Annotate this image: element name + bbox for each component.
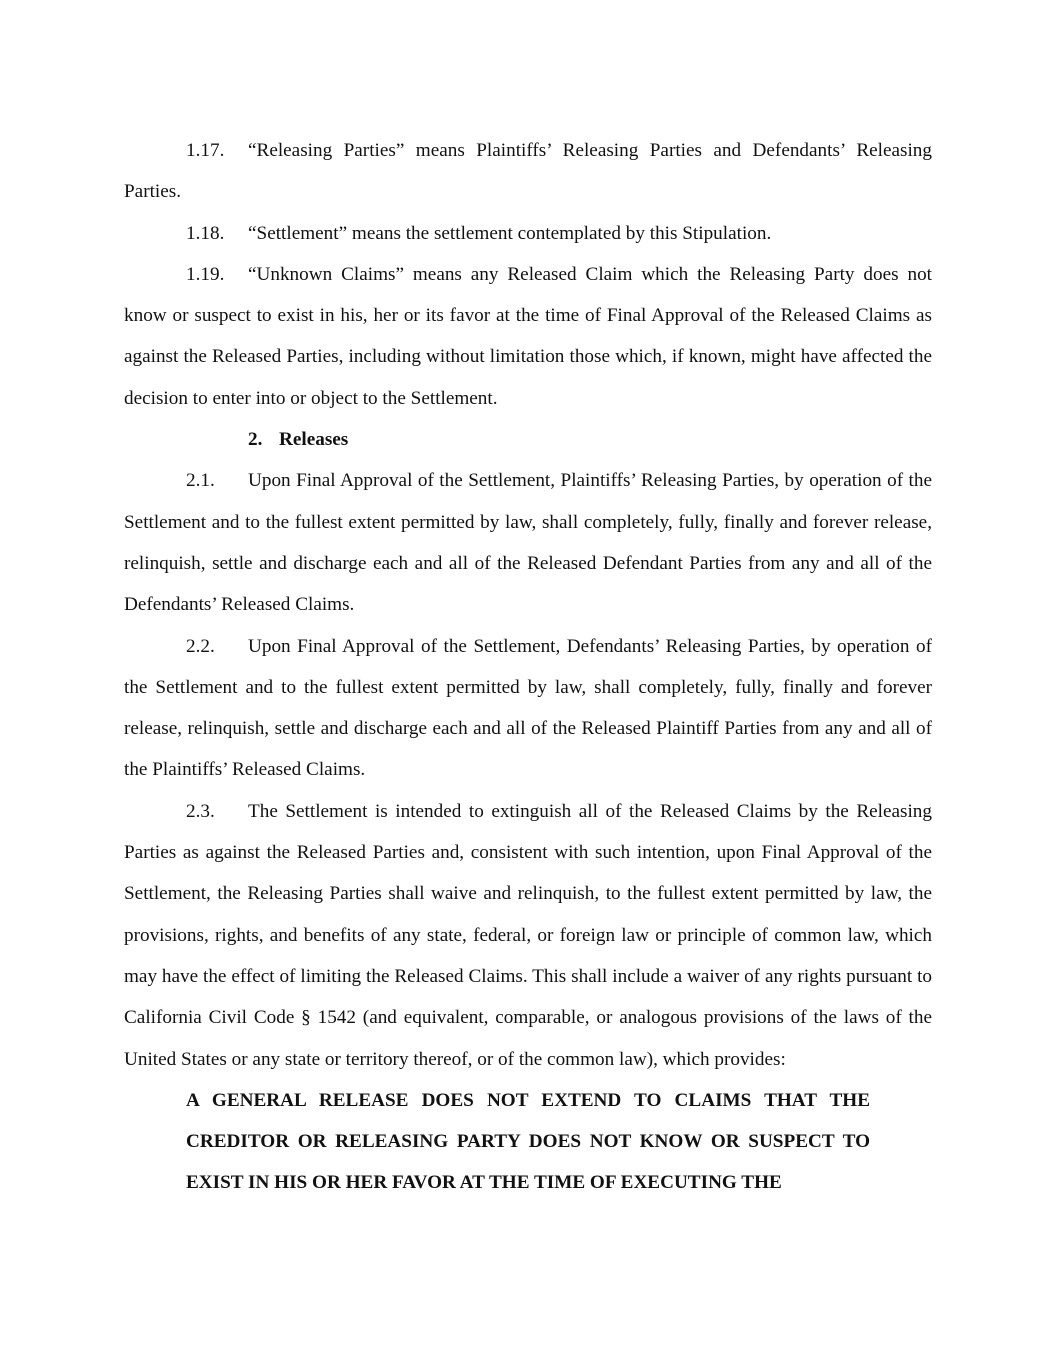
section-title: Releases (279, 429, 349, 451)
section-heading-releases (124, 419, 932, 460)
paragraph-text: Upon Final Approval of the Settlement, Plaintiffs’ Releasing Parties, by operation of the Settlement and to the fullest extent permitted by law, shall completely, fully, finally and forever release, relinquish, settle and discharge each and all of the Released Defendant Parties from any and all of the Defendants’ Released Claims. (124, 470, 932, 616)
paragraph-1-17 (124, 130, 932, 213)
civil-code-1542-quote: A GENERAL RELEASE DOES NOT EXTEND TO CLAIMS THAT THE CREDITOR OR RELEASING PARTY DOES NOT KNOW OR SUSPECT TO EXIST IN HIS OR HER FAVOR AT THE TIME OF EXECUTING THE (186, 1089, 870, 1194)
document-page (124, 130, 932, 1204)
paragraph-2-3 (124, 791, 932, 1080)
paragraph-text: “Unknown Claims” means any Released Claim which the Releasing Party does not know or suspect to exist in his, her or its favor at the time of Final Approval of the Released Claims as against the Released Parties, including without limitation those which, if known, might have affected the decision to enter into or object to the Settlement. (124, 263, 932, 409)
paragraph-1-19 (124, 254, 932, 419)
paragraph-number: 1.18. (186, 222, 225, 244)
paragraph-2-2 (124, 626, 932, 791)
paragraph-text: The Settlement is intended to extinguish all of the Released Claims by the Releasing Parties as against the Released Parties and, consistent with such intention, upon Final Approval of the Settlement, the Releasing Parties shall waive and relinquish, to the fullest extent permitted by law, the provisions, rights, and benefits of any state, federal, or foreign law or principle of common law, which may have the effect of limiting the Released Claims. This shall include a waiver of any rights pursuant to California Civil Code § 1542 (and equivalent, comparable, or analogous provisions of the laws of the United States or any state or territory thereof, or of the common law), which provides: (124, 800, 932, 1070)
section-number: 2. (248, 429, 263, 451)
paragraph-1-18 (124, 213, 932, 254)
paragraph-number: 1.17. (186, 140, 225, 161)
paragraph-number: 2.2. (186, 635, 215, 657)
paragraph-2-1 (124, 460, 932, 625)
paragraph-number: 2.3. (186, 800, 215, 822)
paragraph-number: 1.19. (186, 263, 225, 285)
paragraph-text: “Releasing Parties” means Plaintiffs’ Releasing Parties and Defendants’ Releasing Parties. (124, 140, 932, 203)
paragraph-text: “Settlement” means the settlement contemplated by this Stipulation. (248, 222, 772, 244)
paragraph-number: 2.1. (186, 470, 215, 492)
paragraph-text: Upon Final Approval of the Settlement, Defendants’ Releasing Parties, by operation of the Settlement and to the fullest extent permitted by law, shall completely, fully, finally and forever release, relinquish, settle and discharge each and all of the Released Plaintiff Parties from any and all of the Plaintiffs’ Released Claims. (124, 635, 932, 781)
